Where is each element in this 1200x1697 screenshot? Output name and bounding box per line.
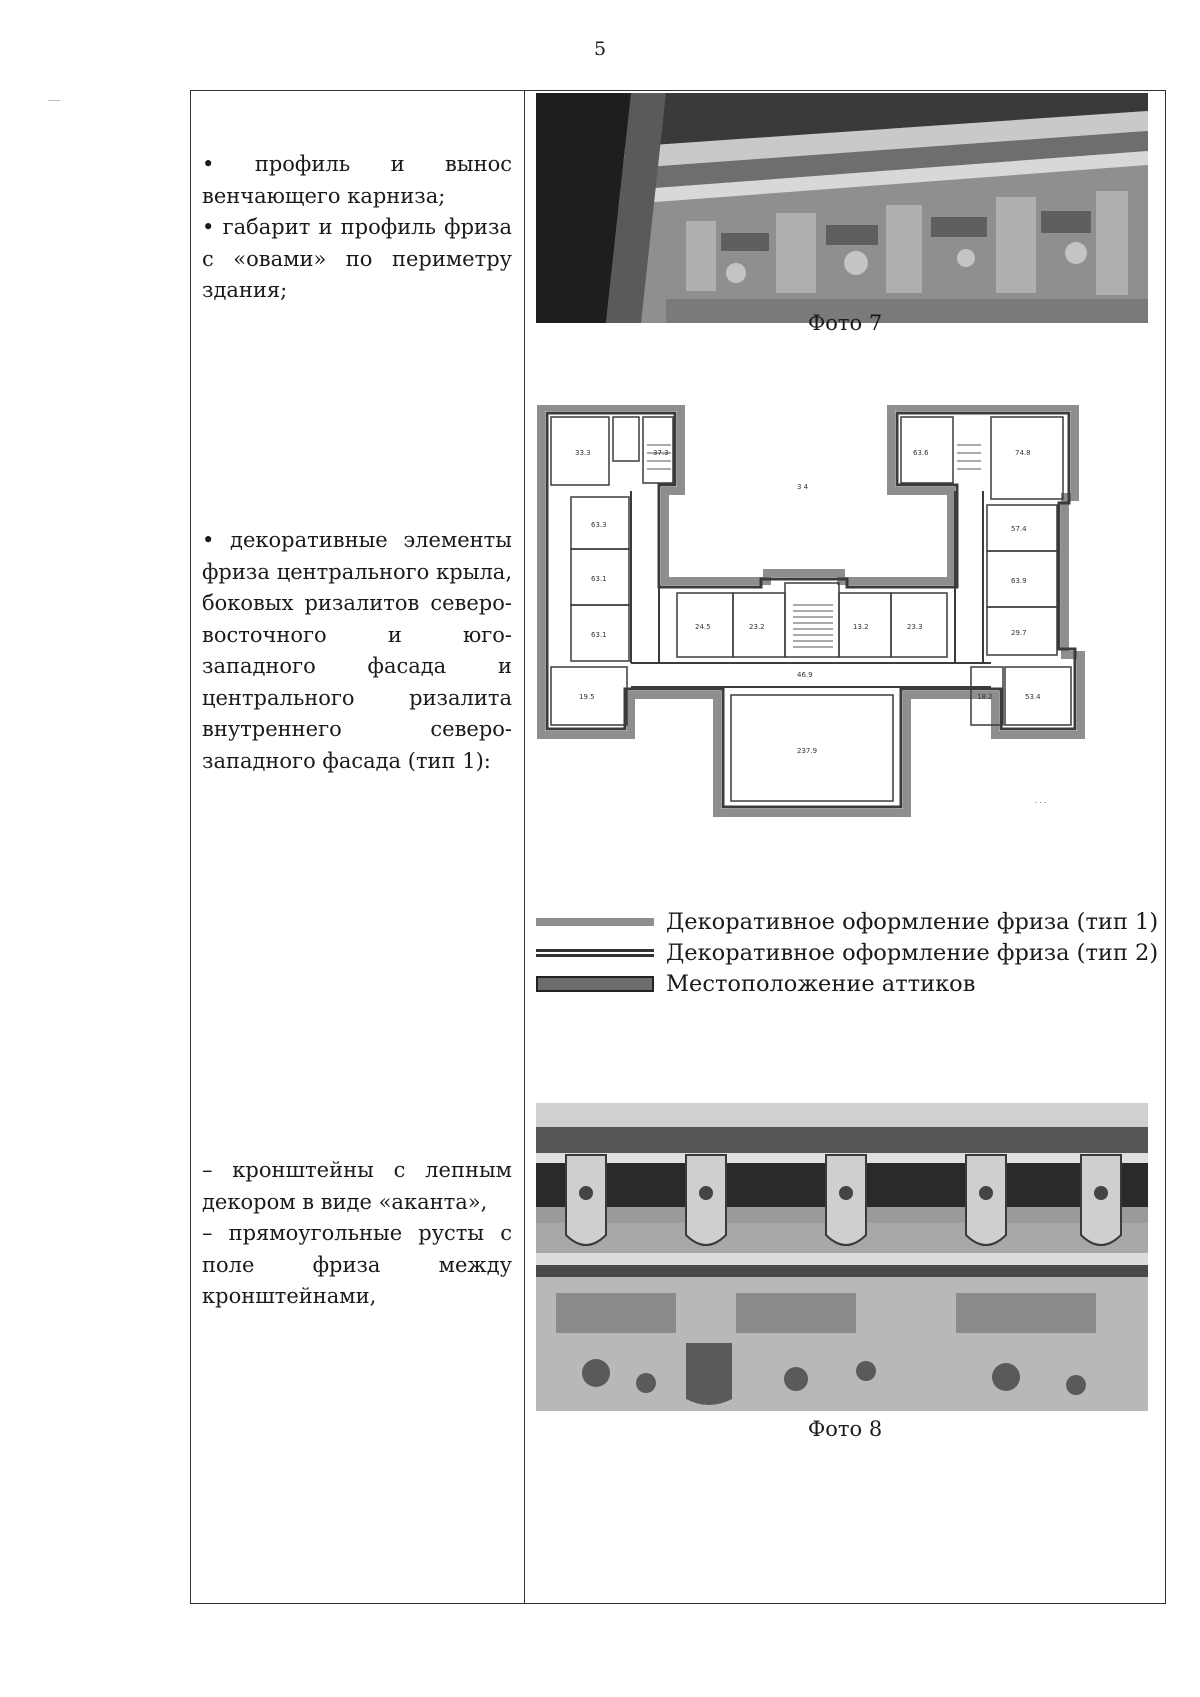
plan-area-label: 46.9: [797, 671, 813, 679]
page-number: 5: [593, 38, 607, 60]
photo-7-cornice: [536, 93, 1148, 323]
bullet-frieze-ova: • габарит и профиль фриза с «овами» по периметру здания;: [202, 215, 512, 302]
plan-area-label: 29.7: [1011, 629, 1027, 637]
photo-7-image: [536, 93, 1148, 323]
photo-8-caption: Фото 8: [807, 1417, 883, 1441]
legend-label: Декоративное оформление фриза (тип 2): [666, 939, 1159, 966]
paragraph-decor-type1: [202, 525, 512, 777]
legend-item-type1: [536, 906, 1161, 937]
scan-artifact: [48, 100, 60, 101]
legend-swatch-gray: [536, 918, 654, 926]
photo-8-brackets: [536, 1103, 1148, 1411]
legend-item-attics: [536, 968, 1161, 999]
plan-area-label: 237.9: [797, 747, 818, 755]
plan-area-label: 53.4: [1025, 693, 1041, 701]
floor-plan: [535, 405, 1157, 895]
legend-label: Местоположение аттиков: [666, 970, 976, 997]
plan-area-label: 63.9: [1011, 577, 1027, 585]
plan-area-label: 63.1: [591, 575, 607, 583]
paragraph-brackets: [202, 1155, 512, 1313]
bullet-cornice: • профиль и вынос венчающего карниза;: [202, 152, 512, 208]
plan-corner-note: · · ·: [1035, 799, 1047, 807]
photo-8-image: [536, 1103, 1148, 1411]
plan-area-label: 63.3: [591, 521, 607, 529]
legend-label: Декоративное оформление фриза (тип 1): [666, 908, 1159, 935]
plan-area-label: 19.5: [579, 693, 595, 701]
plan-area-label: 63.1: [591, 631, 607, 639]
plan-area-label: 23.2: [749, 623, 765, 631]
plan-area-label: 37.3: [653, 449, 669, 457]
paragraph-cornice: [202, 149, 512, 307]
plan-center-mark: 3 4: [797, 483, 809, 491]
item-rustication: – прямоугольные русты с поле фриза между кронштейнами,: [202, 1221, 512, 1308]
legend-swatch-double: [536, 949, 654, 957]
legend-item-type2: [536, 937, 1161, 968]
plan-area-label: 24.5: [695, 623, 711, 631]
legend-swatch-dark: [536, 976, 654, 992]
figure-column: [525, 91, 1166, 1604]
plan-area-label: 57.4: [1011, 525, 1027, 533]
plan-area-label: 18.2: [977, 693, 993, 701]
plan-area-label: 63.6: [913, 449, 929, 457]
content-table: [190, 90, 1166, 1604]
plan-area-label: 74.8: [1015, 449, 1031, 457]
text-column: [191, 91, 525, 1604]
floor-plan-drawing: [535, 405, 1157, 895]
plan-legend: [536, 906, 1161, 999]
bullet-decor-elements: • декоративные элементы фриза центрального крыла, боковых ризалитов северо-восточного и юго-западного фасада и центрального ризалита внутреннего северо-западного фасада (тип 1):: [202, 528, 512, 773]
plan-area-label: 33.3: [575, 449, 591, 457]
plan-area-label: 13.2: [853, 623, 869, 631]
photo-7-caption: Фото 7: [807, 311, 883, 335]
item-brackets: – кронштейны с лепным декором в виде «аканта»,: [202, 1158, 512, 1214]
plan-area-label: 23.3: [907, 623, 923, 631]
